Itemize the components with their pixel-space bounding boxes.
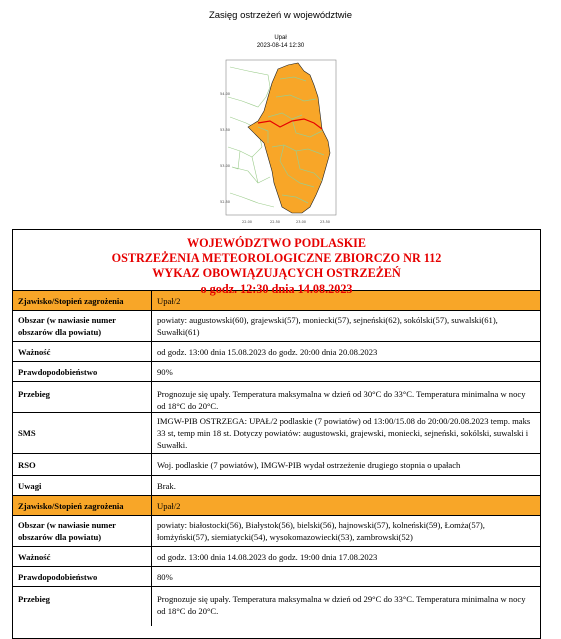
row-value: Brak. xyxy=(151,476,540,495)
map-caption-phenomenon: Upał xyxy=(274,35,287,41)
warning-document xyxy=(12,229,541,639)
row-label: Przebieg xyxy=(18,594,50,604)
row-value: Prognozuje się upały. Temperatura maksymalna w dzień od 29°C do 33°C. Temperatura minimalna w nocy od 18°C do 20°C. xyxy=(151,587,540,626)
row-value: powiaty: augustowski(60), grajewski(57), moniecki(57), sejneński(62), sokólski(57), suwalski(61), Suwałki(61) xyxy=(151,311,540,341)
table-row-notes xyxy=(13,475,540,495)
row-value: Woj. podlaskie (7 powiatów), IMGW-PIB wydał ostrzeżenie drugiego stopnia o upałach xyxy=(151,454,540,475)
row-value: od godz. 13:00 dnia 15.08.2023 do godz. 20:00 dnia 20.08.2023 xyxy=(151,342,540,361)
table-row-rso xyxy=(13,453,540,475)
row-value: IMGW-PIB OSTRZEGA: UPAŁ/2 podlaskie (7 powiatów) od 13:00/15.08 do 20:00/20.08.2023 temp. maks 33 st, temp min 18 st. Dotyczy powiatów: augustowski, grajewski, moniecki, sejneński, sokólski, suwalski i Suwałki. xyxy=(151,413,540,453)
row-label: Przebieg xyxy=(18,389,50,399)
page-title: Zasięg ostrzeżeń w województwie xyxy=(208,10,353,21)
table-row-sms xyxy=(13,412,540,453)
row-label: Prawdopodobieństwo xyxy=(18,571,98,582)
row-label: Obszar (w nawiasie numer obszarów dla powiatu) xyxy=(18,520,116,542)
row-label: Prawdopodobieństwo xyxy=(18,366,98,377)
x-tick-label: 23.50 xyxy=(320,220,331,224)
header-list-title: WYKAZ OBOWIĄZUJĄCYCH OSTRZEŻEŃ xyxy=(152,266,401,281)
map-caption-timestamp: 2023-08-14 12:30 xyxy=(256,42,305,49)
table-row-course xyxy=(13,586,540,626)
x-tick-label: 23.00 xyxy=(296,220,307,224)
row-value: powiaty: białostocki(56), Białystok(56), bielski(56), hajnowski(57), kolneński(59), Łomża(57), łomżyński(57), siemiatycki(54), wysokomazowiecki(53), zambrowski(52) xyxy=(151,516,540,546)
row-label: Zjawisko/Stopień zagrożenia xyxy=(18,295,124,306)
row-label: RSO xyxy=(18,459,36,470)
row-value: od godz. 13:00 dnia 14.08.2023 do godz. 19:00 dnia 17.08.2023 xyxy=(151,547,540,566)
row-label: Obszar (w nawiasie numer obszarów dla powiatu) xyxy=(18,315,116,337)
row-value: Upał/2 xyxy=(151,291,540,310)
warning-map xyxy=(218,57,342,227)
row-label: Uwagi xyxy=(18,480,42,491)
row-label: Ważność xyxy=(18,551,51,562)
document-header xyxy=(13,230,540,296)
table-row-validity xyxy=(13,341,540,361)
table-row-phenomenon xyxy=(13,495,540,515)
row-value: Prognozuje się upały. Temperatura maksymalna w dzień od 30°C do 33°C. Temperatura minimalna w nocy od 18°C do 20°C. xyxy=(151,382,540,412)
row-value: 90% xyxy=(151,362,540,381)
y-tick-label: 54.00 xyxy=(220,92,231,96)
table-row-probability xyxy=(13,361,540,381)
row-label: Zjawisko/Stopień zagrożenia xyxy=(18,500,124,511)
row-value: Upał/2 xyxy=(151,496,540,515)
table-row-area xyxy=(13,310,540,341)
header-voivodeship: WOJEWÓDZTWO PODLASKIE xyxy=(186,236,367,250)
map-svg xyxy=(218,57,342,227)
table-row-course xyxy=(13,381,540,412)
table-row-phenomenon xyxy=(13,290,540,310)
y-tick-label: 53.50 xyxy=(220,128,231,132)
x-tick-label: 22.00 xyxy=(242,220,253,224)
y-tick-label: 52.50 xyxy=(220,200,231,204)
table-row-validity xyxy=(13,546,540,566)
map-caption xyxy=(0,35,561,50)
y-tick-label: 53.00 xyxy=(220,164,231,168)
row-label: SMS xyxy=(18,428,36,438)
table-row-area xyxy=(13,515,540,546)
table-row-probability xyxy=(13,566,540,586)
x-tick-label: 22.50 xyxy=(270,220,281,224)
row-value: 80% xyxy=(151,567,540,586)
row-label: Ważność xyxy=(18,346,51,357)
header-timestamp: o godz. 12:30 dnia 14.08.2023 xyxy=(200,281,353,296)
header-warnings-title: OSTRZEŻENIA METEOROLOGICZNE ZBIORCZO NR 112 xyxy=(111,251,442,266)
